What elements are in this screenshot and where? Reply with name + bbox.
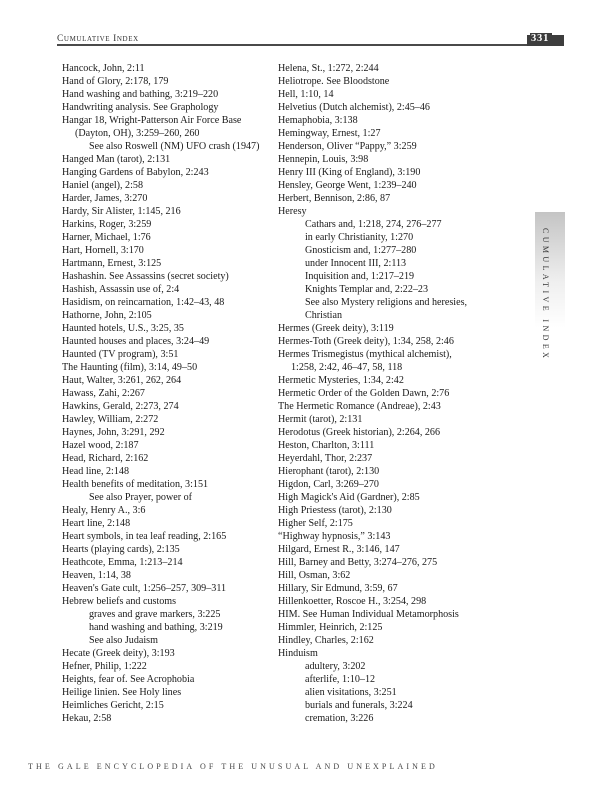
index-entry: adultery, 3:202 [305, 661, 366, 672]
index-entry: Hanged Man (tarot), 2:131 [62, 154, 171, 165]
index-entry: Hardy, Sir Alister, 1:145, 216 [62, 206, 181, 217]
index-entry: Heimliches Gericht, 2:15 [62, 700, 164, 711]
index-entry: under Innocent III, 2:113 [305, 258, 407, 269]
index-entry: Heart line, 2:148 [62, 518, 131, 529]
index-entry: (Dayton, OH), 3:259–260, 260 [75, 128, 200, 139]
index-entry: See also Judaism [89, 635, 158, 646]
index-entry: Head line, 2:148 [62, 466, 129, 477]
index-entry: Heilige linien. See Holy lines [62, 687, 182, 698]
side-tab-label: CUMULATIVE INDEX [541, 228, 550, 362]
index-entry: Himmler, Heinrich, 2:125 [278, 622, 383, 633]
index-entry: Herbert, Bennison, 2:86, 87 [278, 193, 391, 204]
index-entry: High Priestess (tarot), 2:130 [278, 505, 392, 516]
index-entry: Hawkins, Gerald, 2:273, 274 [62, 401, 179, 412]
index-entry: Heights, fear of. See Acrophobia [62, 674, 195, 685]
running-header-title: Cumulative Index [57, 34, 139, 44]
index-entry: Hermetic Order of the Golden Dawn, 2:76 [278, 388, 450, 399]
index-entry: burials and funerals, 3:224 [305, 700, 413, 711]
index-entry: Hartmann, Ernest, 3:125 [62, 258, 162, 269]
index-entry: Hand of Glory, 2:178, 179 [62, 76, 169, 87]
index-entry: Hashish, Assassin use of, 2:4 [62, 284, 180, 295]
index-entry: Harder, James, 3:270 [62, 193, 148, 204]
index-entry: Haynes, John, 3:291, 292 [62, 427, 165, 438]
index-entry: Hangar 18, Wright-Patterson Air Force Base [62, 115, 242, 126]
index-entry: Cathars and, 1:218, 274, 276–277 [305, 219, 442, 230]
index-entry: Hemingway, Ernest, 1:27 [278, 128, 381, 139]
index-entry: See also Prayer, power of [89, 492, 193, 503]
index-entry: Helvetius (Dutch alchemist), 2:45–46 [278, 102, 430, 113]
index-entry: Hierophant (tarot), 2:130 [278, 466, 380, 477]
index-entry: Heliotrope. See Bloodstone [278, 76, 390, 87]
index-entry: HIM. See Human Individual Metamorphosis [278, 609, 459, 620]
index-entry: Hathorne, John, 2:105 [62, 310, 152, 321]
index-entry: “Highway hypnosis,” 3:143 [278, 531, 391, 542]
index-entry: Head, Richard, 2:162 [62, 453, 149, 464]
header-rule [57, 44, 527, 46]
index-entry: Heathcote, Emma, 1:213–214 [62, 557, 183, 568]
index-entry: Hazel wood, 2:187 [62, 440, 139, 451]
index-entry: Hermetic Mysteries, 1:34, 2:42 [278, 375, 404, 386]
index-entry: Hasidism, on reincarnation, 1:42–43, 48 [62, 297, 225, 308]
index-entry: Hancock, John, 2:11 [62, 63, 145, 74]
index-entry: Hefner, Philip, 1:222 [62, 661, 147, 672]
index-entry: afterlife, 1:10–12 [305, 674, 376, 685]
index-entry: Hemaphobia, 3:138 [278, 115, 358, 126]
index-entry: Hashashin. See Assassins (secret society) [62, 271, 229, 282]
index-entry: Hermes-Toth (Greek deity), 1:34, 258, 2:46 [278, 336, 454, 347]
index-entry: in early Christianity, 1:270 [305, 232, 414, 243]
index-entry: Hennepin, Louis, 3:98 [278, 154, 369, 165]
index-entry: Hill, Osman, 3:62 [278, 570, 351, 581]
index-column-right [278, 62, 528, 725]
index-entry: Hillary, Sir Edmund, 3:59, 67 [278, 583, 398, 594]
index-entry: Hekau, 2:58 [62, 713, 112, 724]
index-entry: Hillenkoetter, Roscoe H., 3:254, 298 [278, 596, 427, 607]
index-entry: 1:258, 2:42, 46–47, 58, 118 [291, 362, 403, 373]
index-entry: Harner, Michael, 1:76 [62, 232, 151, 243]
index-entry: Haniel (angel), 2:58 [62, 180, 144, 191]
index-entry: Hawass, Zahi, 2:267 [62, 388, 145, 399]
index-entry: Health benefits of meditation, 3:151 [62, 479, 209, 490]
index-entry: Henry III (King of England), 3:190 [278, 167, 421, 178]
index-entry: Hindley, Charles, 2:162 [278, 635, 374, 646]
index-entry: Hermes (Greek deity), 3:119 [278, 323, 394, 334]
index-entry: Helena, St., 1:272, 2:244 [278, 63, 379, 74]
index-entry: Inquisition and, 1:217–219 [305, 271, 415, 282]
index-entry: Hilgard, Ernest R., 3:146, 147 [278, 544, 400, 555]
index-entry: Harkins, Roger, 3:259 [62, 219, 152, 230]
page-number: 331 [530, 33, 552, 44]
index-entry: Hart, Hornell, 3:170 [62, 245, 144, 256]
index-entry: alien visitations, 3:251 [305, 687, 397, 698]
index-entry: cremation, 3:226 [305, 713, 374, 724]
side-thumb-tab [535, 212, 565, 328]
index-entry: Hensley, George Went, 1:239–240 [278, 180, 417, 191]
index-entry: Hill, Barney and Betty, 3:274–276, 275 [278, 557, 438, 568]
index-entry: Haunted houses and places, 3:24–49 [62, 336, 210, 347]
index-entry: Higdon, Carl, 3:269–270 [278, 479, 379, 490]
index-entry: Hecate (Greek deity), 3:193 [62, 648, 175, 659]
index-entry: Herodotus (Greek historian), 2:264, 266 [278, 427, 441, 438]
index-entry: The Haunting (film), 3:14, 49–50 [62, 362, 198, 373]
index-entry: Hell, 1:10, 14 [278, 89, 334, 100]
index-entry: Henderson, Oliver “Pappy,” 3:259 [278, 141, 417, 152]
index-entry: Heaven's Gate cult, 1:256–257, 309–311 [62, 583, 227, 594]
index-entry: Heresy [278, 206, 307, 217]
index-entry: graves and grave markers, 3:225 [89, 609, 221, 620]
index-entry: Heaven, 1:14, 38 [62, 570, 131, 581]
index-entry: See also Roswell (NM) UFO crash (1947) [89, 141, 260, 152]
index-entry: Gnosticism and, 1:277–280 [305, 245, 417, 256]
index-entry: Hanging Gardens of Babylon, 2:243 [62, 167, 209, 178]
index-entry: Haunted hotels, U.S., 3:25, 35 [62, 323, 184, 334]
index-entry: Heston, Charlton, 3:111 [278, 440, 375, 451]
running-footer: THE GALE ENCYCLOPEDIA OF THE UNUSUAL AND UNEXPLAINED [28, 762, 438, 771]
index-entry: Haut, Walter, 3:261, 262, 264 [62, 375, 182, 386]
index-entry: hand washing and bathing, 3:219 [89, 622, 223, 633]
index-entry: Higher Self, 2:175 [278, 518, 353, 529]
index-entry: Hermes Trismegistus (mythical alchemist), [278, 349, 452, 360]
index-entry: Christian [305, 310, 343, 321]
index-entry: Handwriting analysis. See Graphology [62, 102, 219, 113]
index-entry: Hearts (playing cards), 2:135 [62, 544, 180, 555]
index-entry: Hand washing and bathing, 3:219–220 [62, 89, 219, 100]
index-entry: Heyerdahl, Thor, 2:237 [278, 453, 373, 464]
index-column-left [62, 62, 276, 725]
index-entry: High Magick's Aid (Gardner), 2:85 [278, 492, 420, 503]
index-entry: Haunted (TV program), 3:51 [62, 349, 179, 360]
index-entry: See also Mystery religions and heresies, [305, 297, 468, 308]
index-entry: Knights Templar and, 2:22–23 [305, 284, 429, 295]
index-entry: Healy, Henry A., 3:6 [62, 505, 146, 516]
index-entry: Hawley, William, 2:272 [62, 414, 159, 425]
index-entry: The Hermetic Romance (Andreae), 2:43 [278, 401, 441, 412]
index-entry: Hebrew beliefs and customs [62, 596, 177, 607]
index-entry: Hinduism [278, 648, 318, 659]
index-entry: Hermit (tarot), 2:131 [278, 414, 363, 425]
index-entry: Heart symbols, in tea leaf reading, 2:165 [62, 531, 227, 542]
